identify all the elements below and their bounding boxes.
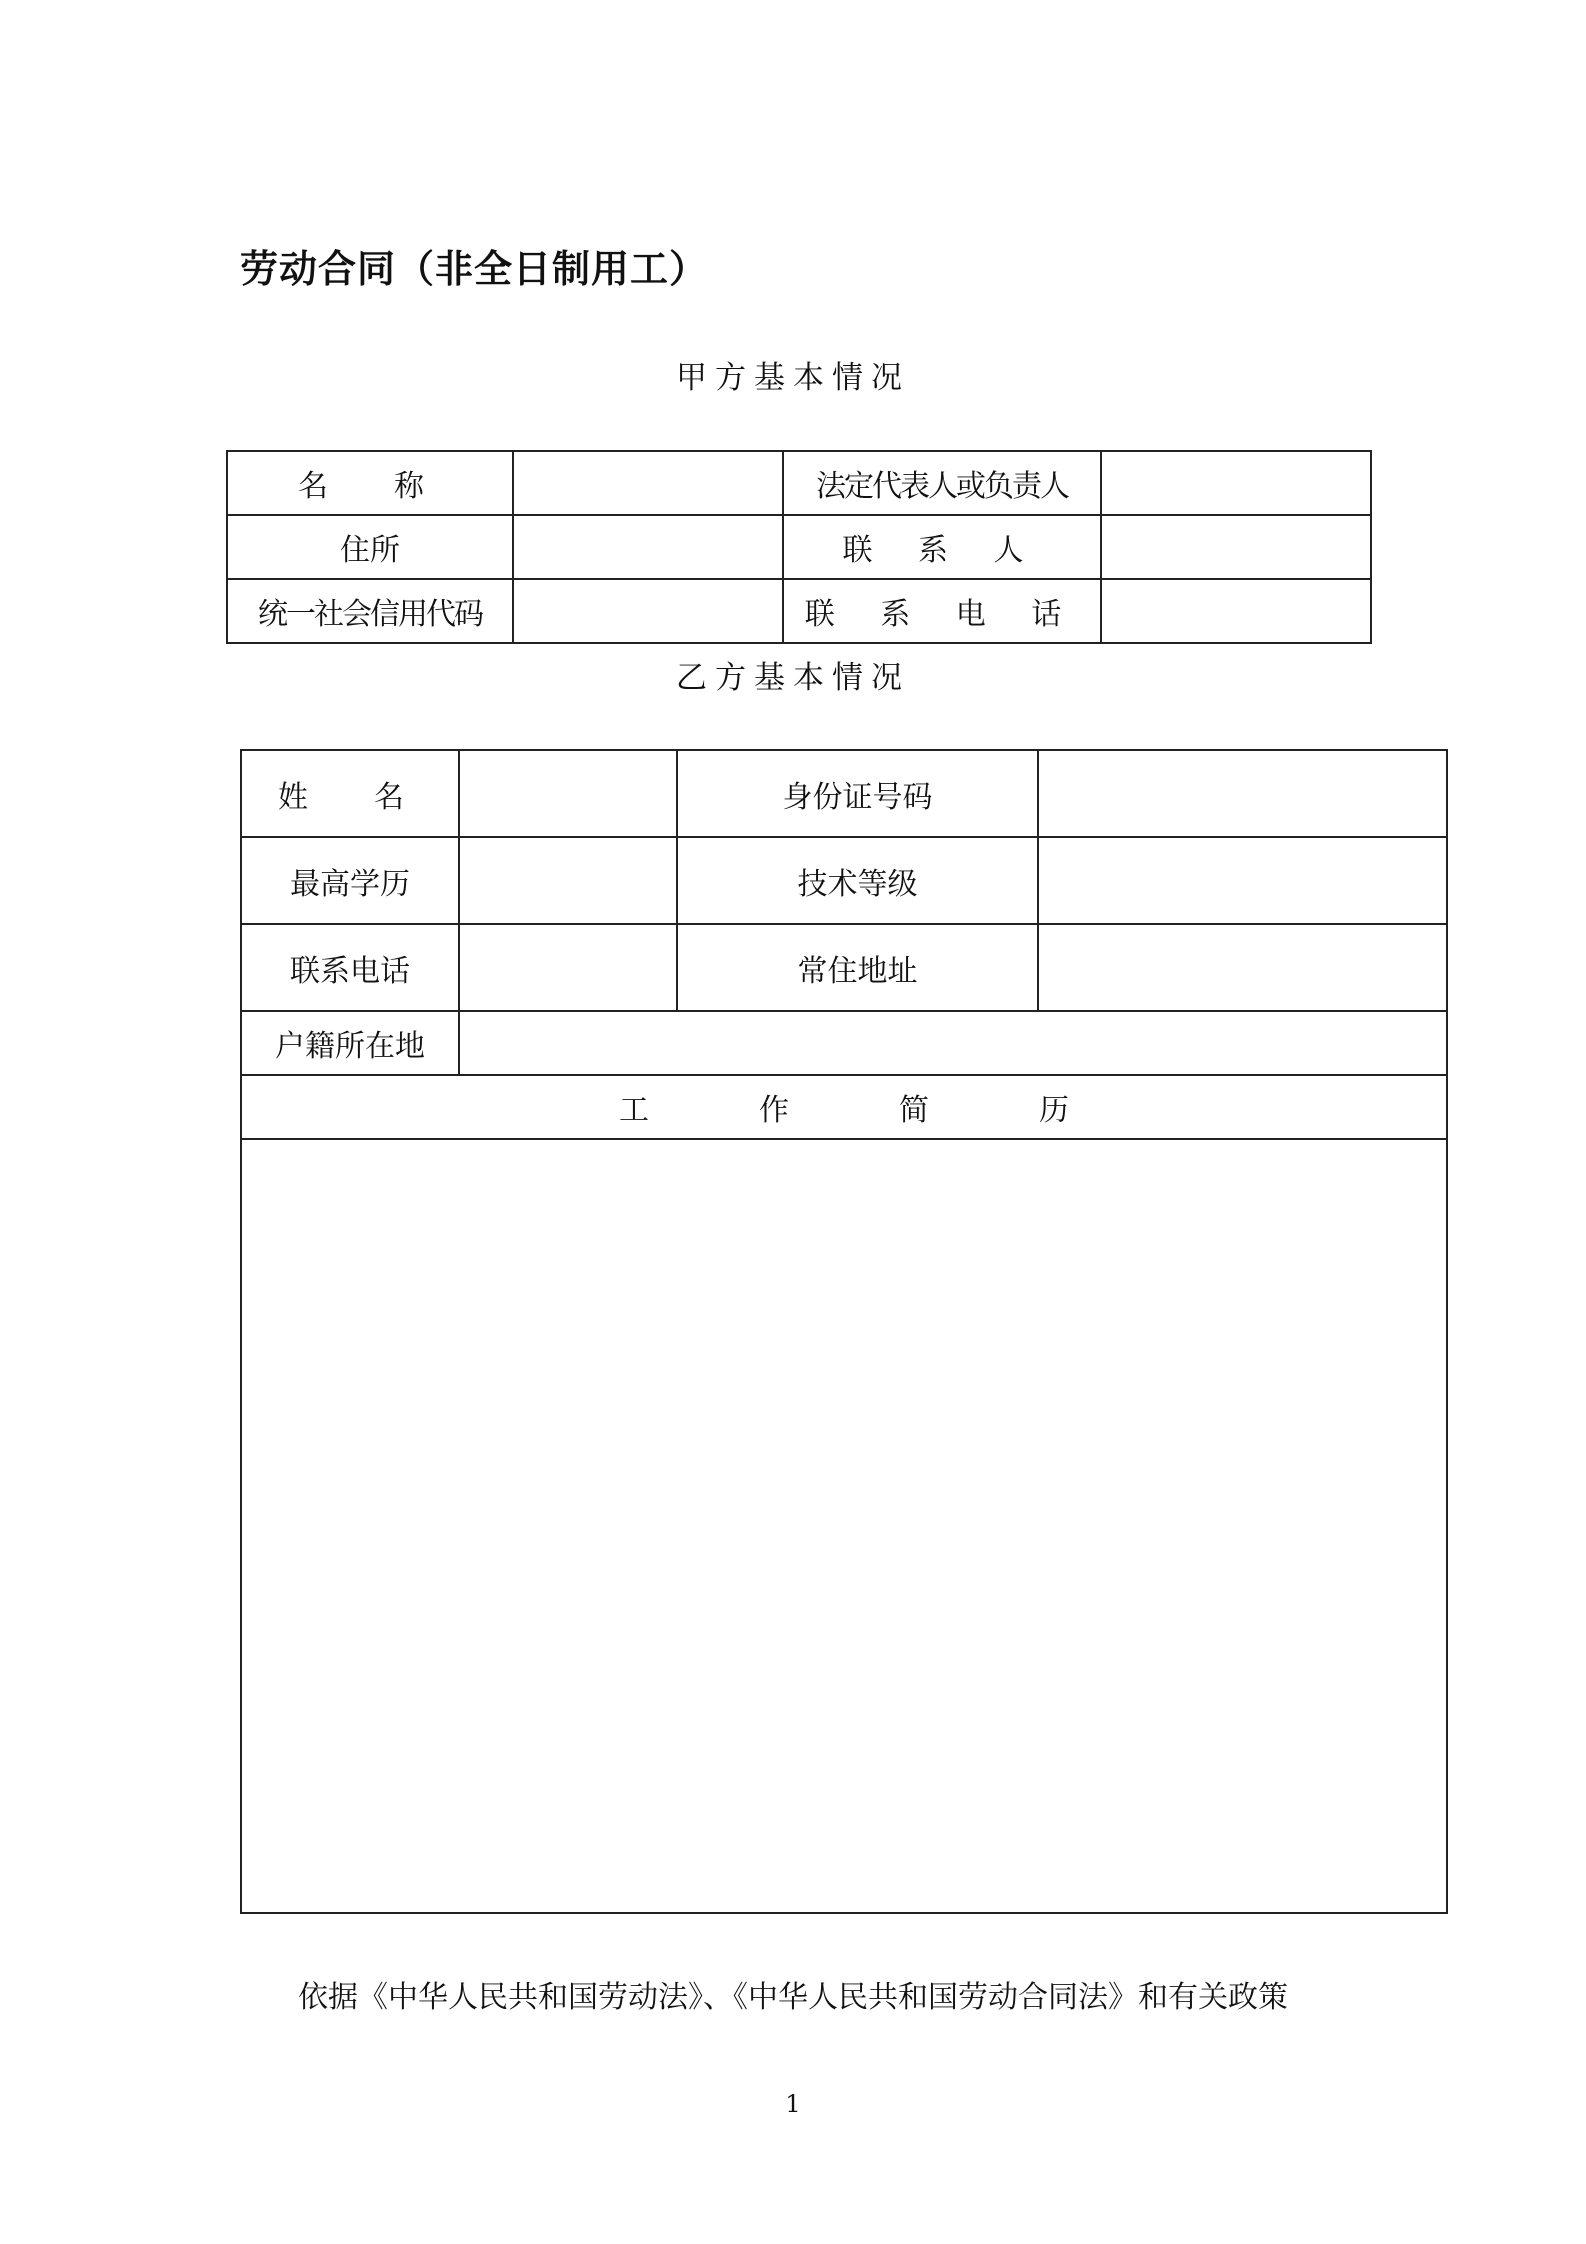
party-a-contact-phone-field[interactable]: [1101, 579, 1371, 643]
work-history-header: 工作简历: [241, 1075, 1447, 1139]
party-b-household-field[interactable]: [459, 1011, 1447, 1075]
party-b-id-number-label: 身份证号码: [677, 750, 1038, 837]
party-b-name-field[interactable]: [459, 750, 677, 837]
party-a-address-label: 住所: [227, 515, 513, 579]
party-b-phone-label: 联系电话: [241, 924, 459, 1011]
table-row: [241, 1075, 1447, 1139]
party-b-household-label: 户籍所在地: [241, 1011, 459, 1075]
party-a-table: [226, 450, 1372, 644]
party-b-education-label: 最高学历: [241, 837, 459, 924]
party-a-legal-rep-field[interactable]: [1101, 451, 1371, 515]
party-b-residence-field[interactable]: [1038, 924, 1447, 1011]
table-row: [241, 1139, 1447, 1913]
party-a-legal-rep-label: 法定代表人或负责人: [783, 451, 1101, 515]
table-row: [241, 750, 1447, 837]
party-a-address-field[interactable]: [513, 515, 783, 579]
party-b-name-label: 姓 名: [241, 750, 459, 837]
table-row: [227, 451, 1371, 515]
party-a-heading: 甲方基本情况: [676, 360, 910, 396]
party-a-name-field[interactable]: [513, 451, 783, 515]
table-row: [241, 837, 1447, 924]
party-b-table: [240, 749, 1448, 1914]
table-row: [241, 924, 1447, 1011]
legal-basis-text: 依据《中华人民共和国劳动法》、《中华人民共和国劳动合同法》和有关政策: [298, 1980, 1288, 2015]
table-row: [241, 1011, 1447, 1075]
party-a-credit-code-label: 统一社会信用代码: [227, 579, 513, 643]
party-b-education-field[interactable]: [459, 837, 677, 924]
party-a-name-label: 名 称: [227, 451, 513, 515]
party-b-skill-level-label: 技术等级: [677, 837, 1038, 924]
party-a-contact-person-label: 联 系 人: [783, 515, 1101, 579]
party-b-skill-level-field[interactable]: [1038, 837, 1447, 924]
party-b-phone-field[interactable]: [459, 924, 677, 1011]
party-b-id-number-field[interactable]: [1038, 750, 1447, 837]
table-row: [227, 579, 1371, 643]
party-a-contact-person-field[interactable]: [1101, 515, 1371, 579]
party-a-contact-phone-label: 联 系 电 话: [783, 579, 1101, 643]
party-a-credit-code-field[interactable]: [513, 579, 783, 643]
page-number: 1: [785, 2090, 801, 2118]
party-b-heading: 乙方基本情况: [676, 660, 910, 696]
table-row: [227, 515, 1371, 579]
party-b-residence-label: 常住地址: [677, 924, 1038, 1011]
document-title: 劳动合同（非全日制用工）: [240, 247, 709, 291]
work-history-field[interactable]: [241, 1139, 1447, 1913]
